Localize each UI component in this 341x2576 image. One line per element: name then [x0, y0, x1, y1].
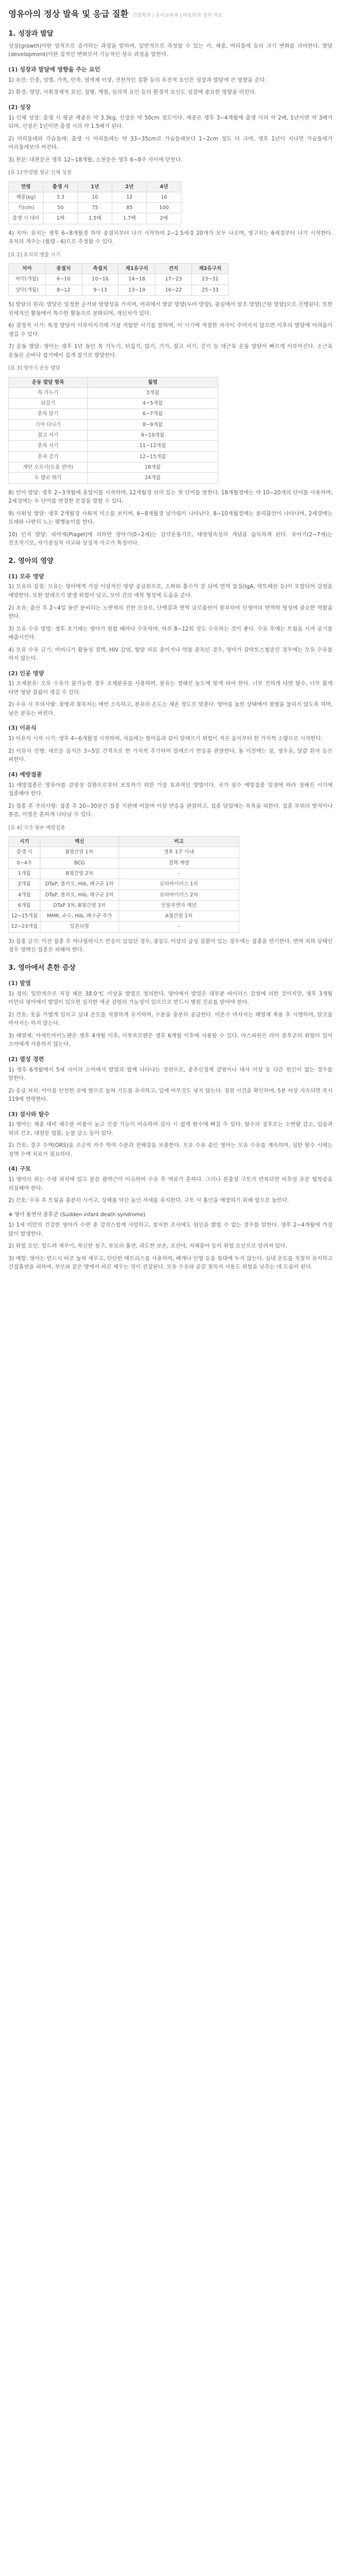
table-cell: 상악(개월)	[9, 285, 46, 295]
paragraph: 1) 영아는 체중 대비 체수분 비율이 높고 신장 기능이 미숙하여 설사 시 쉽게 탈수에 빠질 수 있다. 탈수의 징후로는 소변량 감소, 입술과 혀의 건조, 대천문 함몰, 눈물 감소 등이 있다.	[8, 1122, 333, 1137]
table-cell: 9~10개월	[88, 430, 218, 441]
table-cell: 1배	[43, 213, 78, 224]
table-cell: 16~22	[155, 285, 192, 295]
table-cell: 12~23개월	[9, 922, 40, 932]
table-caption: [표 1] 연령별 평균 신체 성장	[8, 170, 72, 176]
paragraph: 1) 생후 6개월에서 5세 사이의 소아에서 발열과 함께 나타나는 경련으로, 중추신경계 감염이나 대사 이상 등 다른 원인이 없는 경우를 말한다.	[8, 1067, 333, 1082]
table-cell: 12	[112, 192, 147, 202]
table-cell: 4개월	[9, 890, 40, 900]
table-cell: 23~31	[192, 274, 229, 285]
section-infant-nutrition	[8, 556, 333, 955]
table-cell: 18개월	[88, 462, 218, 472]
header-meta: 간호학과 | 유아교육과 | 아동학과 정리 자료	[132, 13, 222, 18]
table-cell: 12~15개월	[9, 911, 40, 922]
section-heading: 3. 영아에서 흔한 증상	[8, 964, 76, 972]
paragraph: 2) 위험 요인: 엎드려 재우기, 푹신한 침구, 부모의 흡연, 과도한 보온, 조산아, 저체중아 등이 위험 요인으로 알려져 있다.	[8, 1243, 287, 1250]
table-row	[9, 387, 218, 398]
paragraph: 2) 환경: 영양, 사회경제적 요인, 질병, 계절, 심리적 요인 등의 환경적 요인도 성장에 중요한 영향을 미친다.	[8, 90, 257, 96]
table-cell: 8~9개월	[88, 419, 218, 430]
table-row	[9, 473, 218, 483]
table-cell: 1.7배	[112, 213, 147, 224]
table-header-cell: 제1유구치	[119, 264, 155, 274]
paragraph: 2) 접종 후 주의사항: 접종 후 20~30분간 접종 기관에 머물며 이상 반응을 관찰하고, 접종 당일에는 목욕을 피한다. 접종 부위의 발적이나 통증, 미열은 흔하게 나타날 수 있다.	[8, 803, 333, 818]
table-row	[9, 451, 218, 462]
sub-heading: (3) 설사와 탈수	[8, 1110, 50, 1118]
paragraph: 2) 머리둘레와 가슴둘레: 출생 시 머리둘레는 약 33~35cm로 가슴둘레보다 1~2cm 정도 더 크며, 생후 1년이 지나면 가슴둘레가 머리둘레보다 커진다.	[8, 136, 333, 151]
table-row	[9, 879, 239, 890]
table-cell: B형간염 2차	[40, 868, 119, 879]
table-cell: 출생 시	[9, 847, 40, 858]
table-header-cell: 출생 시	[43, 181, 78, 192]
table-cell: 9~13	[82, 285, 119, 295]
document-header	[8, 7, 333, 21]
paragraph: 4) 치아: 유치는 생후 6~8개월경 하악 중절치부터 나기 시작하여 2~2.5세경 20개가 모두 나오며, 영구치는 6세경부터 나기 시작한다. 유치의 개수는 (월령 - 6)으로 추정할 수 있다.	[8, 230, 333, 245]
table-header-cell: 견치	[155, 264, 192, 274]
table-header-cell: 백신	[40, 837, 119, 847]
paragraph: 2) 간호: 경구 수액(ORS)을 조금씩 자주 먹여 수분과 전해질을 보충한다. 모유 수유 중인 영아는 모유 수유를 계속하며, 심한 탈수 시에는 정맥 수액 치료가 필요하다.	[8, 1143, 333, 1157]
paragraph: 성장(growth)이란 양적으로 증가하는 과정을 말하며, 일반적으로 측정할 수 있는 키, 체중, 머리둘레 등의 크기 변화를 의미한다. 발달(development)이란 질적인 변화로서 기능적인 성숙 과정을 말한다.	[8, 43, 333, 58]
table-cell: 기어 다니기	[9, 419, 88, 430]
table-cell: DTaP, 폴리오, Hib, 폐구균 1차	[40, 879, 119, 890]
paragraph: 8) 언어 발달: 생후 2~3개월에 옹알이를 시작하며, 12개월경 의미 있는 첫 단어를 말한다. 18개월경에는 약 10~20개의 단어를 사용하며, 2세경에는 두 단어를 연결한 문장을 말할 수 있다.	[8, 490, 333, 505]
table-row	[9, 285, 229, 295]
table-cell: -	[119, 922, 239, 932]
table-header-row	[9, 264, 229, 274]
table-cell: 체중(kg)	[9, 192, 44, 202]
paragraph: 4) 모유 수유 금기: 어머니가 활동성 결핵, HIV 감염, 항암 치료 중이거나 약물 중독인 경우, 영아가 갈락토스혈증인 경우에는 모유 수유를 하지 않는다.	[8, 647, 333, 662]
paragraph: 1) 정의: 일반적으로 직장 체온 38.0℃ 이상을 발열로 정의한다. 영아에서 발열은 대부분 바이러스 감염에 의한 것이지만, 생후 3개월 미만의 영아에서 발열이 있으면 심각한 세균 감염의 가능성이 있으므로 반드시 병원 진료를 받아야 한다.	[8, 991, 333, 1006]
paragraph: 2) 초유: 출산 후 2~4일 동안 분비되는 노란색의 진한 모유로, 단백질과 면역 글로불린이 풍부하여 신생아의 면역력 형성에 중요한 역할을 한다.	[8, 605, 333, 620]
paragraph: 1) 모유의 장점: 모유는 영아에게 가장 이상적인 영양 공급원으로, 소화와 흡수가 잘 되며 면역 물질(IgA, 락토페린 등)이 포함되어 감염을 예방한다. 또한 알레르기 발생 위험이 낮고, 모아 간의 애착 형성에 도움을 준다.	[8, 584, 333, 599]
table-cell: 8~12	[45, 285, 82, 295]
paragraph: 1) 1세 미만의 건강한 영아가 수면 중 갑작스럽게 사망하고, 철저한 조사에도 원인을 밝힐 수 없는 경우를 말한다. 생후 2~4개월에 가장 많이 발생한다.	[8, 1222, 333, 1237]
table-row	[9, 890, 239, 900]
table-cell: 1.5배	[78, 213, 112, 224]
table-cell: 13~19	[119, 285, 155, 295]
table-header-cell: 치아	[9, 264, 46, 274]
paragraph: 3) 해열제: 아세트아미노펜은 생후 4개월 이후, 이부프로펜은 생후 6개월 이후에 사용할 수 있다. 아스피린은 라이 증후군의 위험이 있어 소아에게 사용하지 않는다.	[8, 1033, 333, 1048]
section-heading: 1. 성장과 발달	[8, 29, 54, 38]
section-heading: 2. 영아의 영양	[8, 557, 54, 565]
motor-development-table	[8, 377, 218, 484]
paragraph: 1) 이유식 시작 시기: 생후 4~6개월경 시작하며, 처음에는 쌀미음과 같이 알레르기 위험이 적은 음식부터 한 가지씩 소량으로 시작한다.	[8, 736, 323, 742]
table-cell: 1개월	[9, 868, 40, 879]
table-cell: 두 발로 뛰기	[9, 473, 88, 483]
table-cell: 로타바이러스 2차	[119, 890, 239, 900]
table-header-row	[9, 837, 239, 847]
table-header-cell: 중절치	[45, 264, 82, 274]
paragraph: 3) 접종 금기: 이전 접종 후 아나필락시스 반응이 있었던 경우, 중등도 이상의 급성 질환이 있는 경우에는 접종을 연기한다. 면역 저하 상태인 경우 생백신 접종은 피해야 한다.	[8, 938, 333, 954]
table-cell: 6~7개월	[88, 409, 218, 419]
table-cell: 일본뇌염	[40, 922, 119, 932]
paragraph: 9) 사회성 발달: 생후 2개월경 사회적 미소를 보이며, 6~8개월경 낯가림이 나타난다. 8~10개월경에는 분리불안이 나타나며, 2세경에는 또래와 나란히 노는 평행놀이를 한다.	[8, 511, 333, 526]
table-cell: DTaP, 폴리오, Hib, 폐구균 2차	[40, 890, 119, 900]
table-header-row	[9, 181, 182, 192]
sids-subtitle: ※ 영아 돌연사 증후군 (Sudden infant death syndrome)	[8, 1211, 146, 1218]
sub-heading: (2) 인공 영양	[8, 669, 44, 677]
table-cell: 결핵 예방	[119, 858, 239, 868]
table-cell: 11~12개월	[88, 441, 218, 451]
table-header-cell: 1년	[78, 181, 112, 192]
paragraph: 2) 간호: 수유 후 트림을 충분히 시키고, 상체를 약간 높인 자세를 유지한다. 구토 시 흡인을 예방하기 위해 옆으로 눕힌다.	[8, 1198, 289, 1204]
table-row	[9, 419, 218, 430]
sub-heading: (1) 모유 영양	[8, 572, 44, 580]
table-header-cell: 운동 발달 항목	[9, 377, 88, 387]
table-cell: 로타바이러스 1차	[119, 879, 239, 890]
table-row	[9, 922, 239, 932]
table-cell: 12~15개월	[88, 451, 218, 462]
table-cell: A형간염 1차	[119, 911, 239, 922]
table-cell: 75	[78, 203, 112, 213]
table-caption: [표 3] 영아기 운동 발달	[8, 365, 60, 372]
table-cell: B형간염 1차	[40, 847, 119, 858]
paragraph: 3) 천문: 대천문은 생후 12~18개월, 소천문은 생후 6~8주 사이에 닫힌다.	[8, 157, 183, 163]
table-header-cell: 비고	[119, 837, 239, 847]
paragraph: 1) 조제분유: 모유 수유가 불가능한 경우 조제분유를 사용하며, 분유는 정해진 농도에 맞게 타야 한다. 너무 진하게 타면 탈수, 너무 묽게 타면 영양 결핍이 생길 수 있다.	[8, 681, 333, 696]
table-header-cell: 시기	[9, 837, 40, 847]
table-cell: 생후 1주 이내	[119, 847, 239, 858]
sub-heading: (2) 성장	[8, 103, 31, 111]
vaccination-table	[8, 836, 239, 933]
table-header-cell: 월령	[88, 377, 218, 387]
table-cell: MMR, 수두, Hib, 폐구균 추가	[40, 911, 119, 922]
sub-heading: (4) 예방접종	[8, 771, 42, 778]
table-cell: 계단 오르기(도움 받아)	[9, 462, 88, 472]
table-cell: 10~16	[82, 274, 119, 285]
table-cell: 16	[147, 192, 182, 202]
table-cell: 17~23	[155, 274, 192, 285]
table-row	[9, 462, 218, 472]
paragraph: 1) 신체 성장: 출생 시 평균 체중은 약 3.3kg, 신장은 약 50cm 정도이다. 체중은 생후 3~4개월에 출생 시의 약 2배, 1년이면 약 3배가 되며, 신장은 1년이면 출생 시의 약 1.5배가 된다.	[8, 115, 333, 130]
table-cell: 출생 시 대비	[9, 213, 44, 224]
table-cell: 뒤집기	[9, 398, 88, 409]
paragraph: 1) 예방접종은 영유아를 감염성 질환으로부터 보호하기 위한 가장 효과적인 방법이다. 국가 필수 예방접종 일정에 따라 정해진 시기에 접종해야 한다.	[8, 782, 333, 797]
table-cell: 0~4주	[9, 858, 40, 868]
paragraph: 3) 예방: 영아는 반드시 바로 눕혀 재우고, 단단한 매트리스를 사용하며, 베개나 인형 등을 침대에 두지 않는다. 실내 온도를 적절히 유지하고 간접흡연을 피하며, 부모와 같은 방에서 따로 재우는 것이 권장된다. 모유 수유와 공갈 젖꼭지 사용도 위험을 낮추는 데 도움이 된다.	[8, 1255, 333, 1271]
table-cell: 4~5개월	[88, 398, 218, 409]
table-cell: 목 가누기	[9, 387, 88, 398]
paragraph: 1) 영아의 위는 수평 위치에 있고 분문 괄약근이 미숙하여 수유 후 역류가 흔하다. 그러나 분출성 구토가 반복되면 비후성 유문 협착증을 의심해야 한다.	[8, 1177, 333, 1192]
table-cell: 혼자 걷기	[9, 451, 88, 462]
sub-heading: (3) 이유식	[8, 724, 37, 732]
table-cell: 25~33	[192, 285, 229, 295]
table-cell: 6개월	[9, 900, 40, 911]
table-header-cell: 제2유구치	[192, 264, 229, 274]
table-row	[9, 213, 182, 224]
paragraph: 10) 인지 발달: 피아제(Piaget)에 의하면 영아기(0~2세)는 감각운동기로, 대상영속성의 개념을 습득하게 된다. 유아기(2~7세)는 전조작기로, 자기중심적 사고와 상징적 사고가 특징이다.	[8, 532, 333, 547]
table-header-cell: 4년	[147, 181, 182, 192]
table-row	[9, 398, 218, 409]
section-growth-development	[8, 28, 333, 548]
table-cell: -	[119, 868, 239, 879]
paragraph: 2) 이유식 진행: 새로운 음식은 3~5일 간격으로 한 가지씩 추가하여 알레르기 반응을 관찰한다. 돌 이전에는 꿀, 생우유, 달걀 흰자 등은 피한다.	[8, 748, 333, 763]
paragraph: 7) 운동 발달: 영아는 생후 1년 동안 목 가누기, 뒤집기, 앉기, 기기, 잡고 서기, 걷기 등 대근육 운동 발달이 빠르게 이루어진다. 소근육 운동은 손바닥 잡기에서 집게 잡기로 발달한다.	[8, 344, 333, 359]
table-cell: 인플루엔자 매년	[119, 900, 239, 911]
sub-heading: (1) 발열	[8, 979, 31, 987]
sub-heading: (1) 성장과 발달에 영향을 주는 요인	[8, 66, 100, 73]
table-caption: [표 4] 국가 필수 예방접종	[8, 825, 66, 831]
table-cell: 혼자 서기	[9, 441, 88, 451]
sub-heading: (2) 열성 경련	[8, 1055, 44, 1063]
tooth-eruption-table	[8, 263, 229, 296]
table-row	[9, 911, 239, 922]
table-cell: 하악(개월)	[9, 274, 46, 285]
table-cell: DTaP 3차, B형간염 3차	[40, 900, 119, 911]
table-row	[9, 441, 218, 451]
table-cell: 혼자 앉기	[9, 409, 88, 419]
table-row	[9, 192, 182, 202]
table-caption: [표 2] 유치의 맹출 시기	[8, 252, 60, 258]
table-cell: 3.3	[43, 192, 78, 202]
table-cell: BCG	[40, 858, 119, 868]
table-header-row	[9, 377, 218, 387]
table-row	[9, 858, 239, 868]
table-row	[9, 274, 229, 285]
table-cell: 키(cm)	[9, 203, 44, 213]
table-cell: 50	[43, 203, 78, 213]
table-cell: 2배	[147, 213, 182, 224]
table-cell: 10	[78, 192, 112, 202]
paragraph: 2) 간호: 옷을 가볍게 입히고 실내 온도를 적절하게 유지하며, 수분을 충분히 공급한다. 미온수 마사지는 해열제 복용 후 시행하며, 알코올 마사지는 하지 않는다.	[8, 1012, 333, 1027]
growth-table	[8, 181, 182, 224]
table-row	[9, 203, 182, 213]
table-cell: 24개월	[88, 473, 218, 483]
paragraph: 5) 발달의 원리: 발달은 일정한 순서와 방향성을 가지며, 머리에서 발끝 방향(두미 방향), 중심에서 말초 방향(근원 방향)으로 진행된다. 또한 전체적인 활동에서 특수한 활동으로 분화되며, 개인차가 있다.	[8, 302, 333, 317]
section-common-symptoms	[8, 962, 333, 1272]
table-cell: 3개월	[88, 387, 218, 398]
table-row	[9, 409, 218, 419]
sub-heading: (4) 구토	[8, 1165, 31, 1173]
table-cell: 2개월	[9, 879, 40, 890]
paragraph: 2) 응급 처치: 아이를 안전한 곳에 옆으로 눕혀 기도를 유지하고, 입에 아무것도 넣지 않는다. 경련 시간을 확인하며, 5분 이상 지속되면 즉시 119에 연락한다.	[8, 1088, 333, 1103]
table-header-cell: 연령	[9, 181, 44, 192]
table-cell: 85	[112, 203, 147, 213]
paragraph: 2) 수유 시 주의사항: 젖병과 젖꼭지는 매번 소독하고, 분유의 온도는 체온 정도로 맞춘다. 영아를 눕힌 상태에서 젖병을 물리지 않도록 하며, 남은 분유는 버린다.	[8, 702, 333, 717]
table-header-cell: 2년	[112, 181, 147, 192]
table-row	[9, 868, 239, 879]
paragraph: 3) 모유 수유 방법: 생후 초기에는 영아가 원할 때마다 수유하며, 하루 8~12회 정도 수유하는 것이 좋다. 수유 후에는 트림을 시켜 공기를 배출시킨다.	[8, 626, 333, 641]
table-cell: 14~18	[119, 274, 155, 285]
table-header-cell: 측절치	[82, 264, 119, 274]
table-row	[9, 847, 239, 858]
table-cell: 100	[147, 203, 182, 213]
table-cell: 잡고 서기	[9, 430, 88, 441]
page-title: 영유아의 정상 발육 및 응급 질환	[8, 9, 129, 19]
paragraph: 6) 결정적 시기: 특정 발달이 이루어지기에 가장 적합한 시기를 말하며, 이 시기에 적절한 자극이 주어지지 않으면 이후의 발달에 어려움이 생길 수 있다.	[8, 323, 333, 338]
table-row	[9, 430, 218, 441]
table-row	[9, 900, 239, 911]
paragraph: 1) 유전: 인종, 성별, 가족, 민족, 염색체 이상, 선천적인 질환 등의 유전적 요인은 성장과 발달에 큰 영향을 준다.	[8, 77, 267, 83]
table-cell: 6~10	[45, 274, 82, 285]
